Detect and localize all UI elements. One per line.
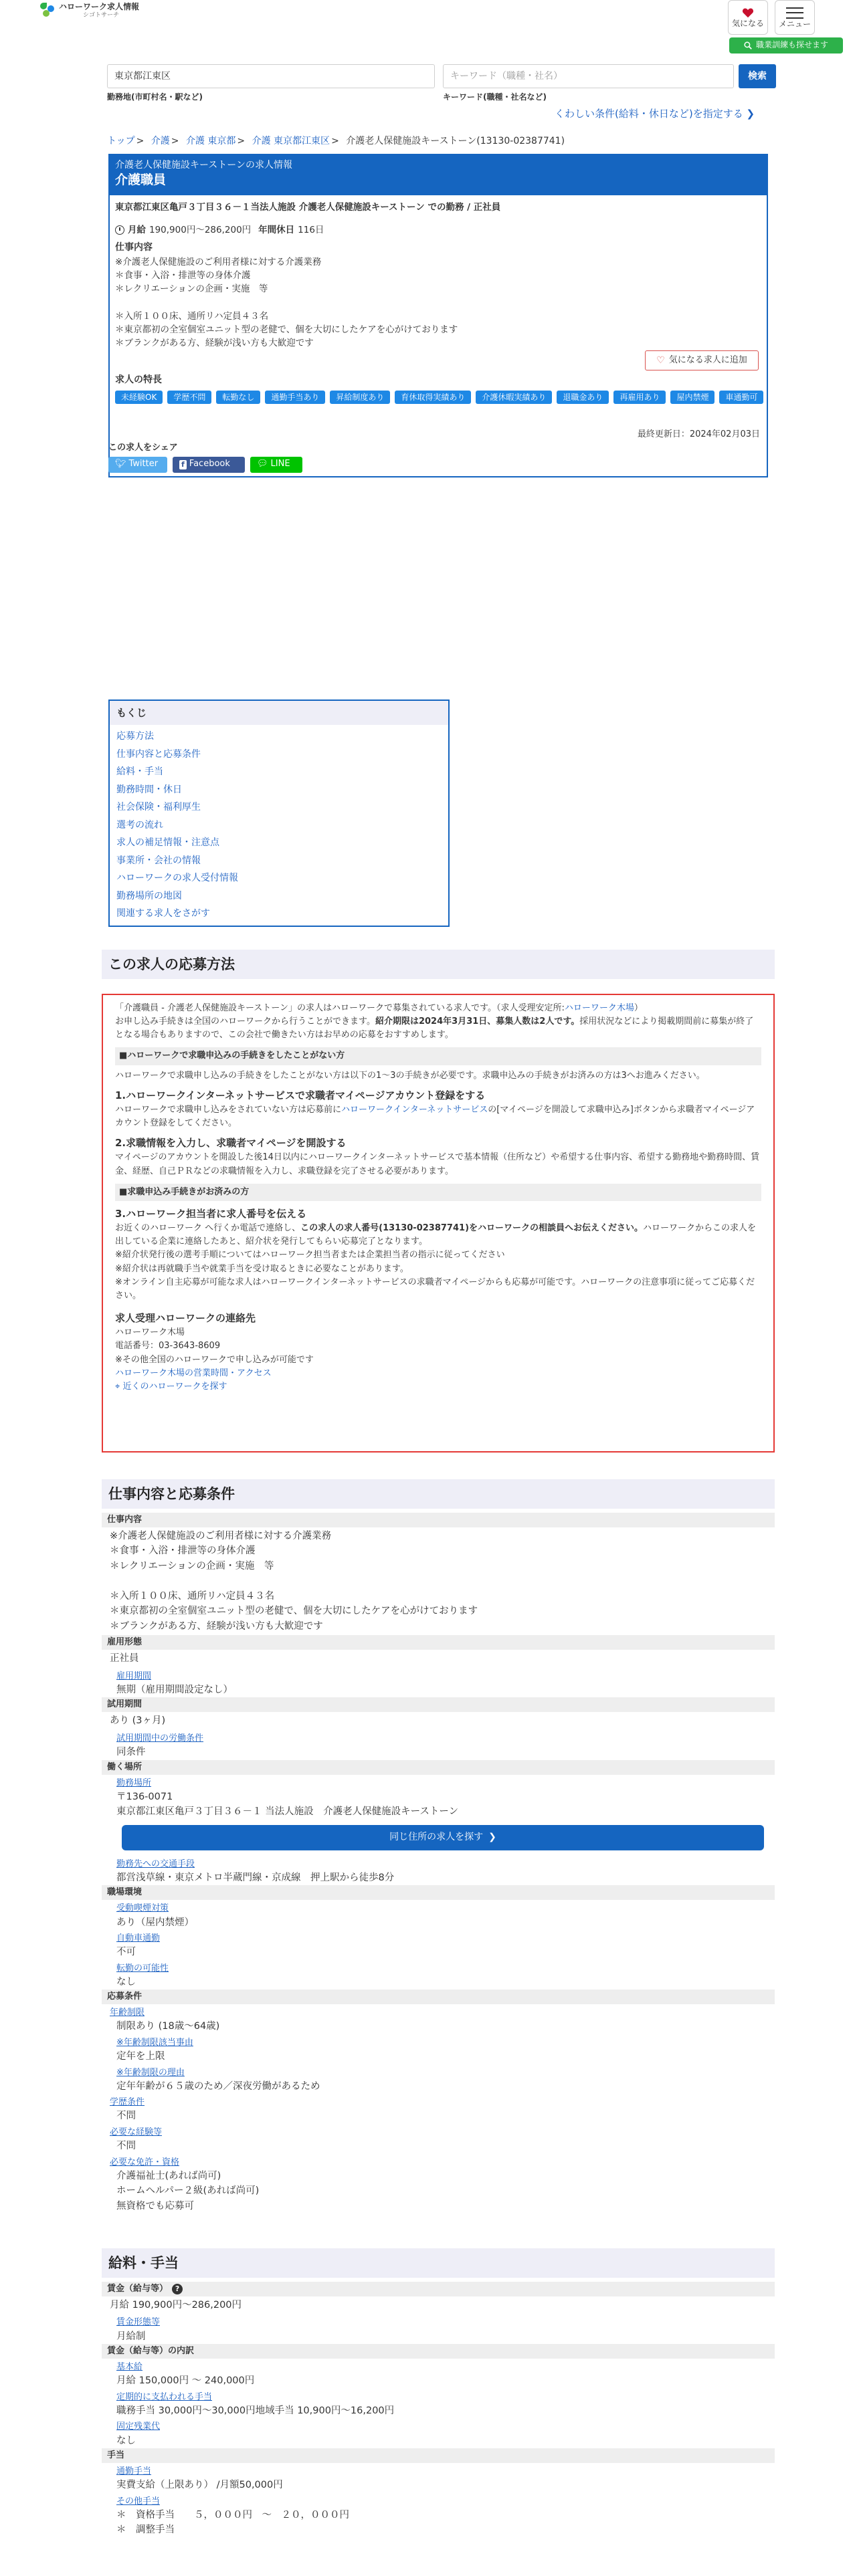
wage-bar: 賃金（給与等） ? [102, 2282, 775, 2296]
facebook-label: Facebook [189, 459, 230, 469]
experience-value: 不問 [116, 2141, 136, 2152]
twitter-share-button[interactable] [108, 457, 167, 473]
fixed-allowance-label: 定期的に支払われる手当 [116, 2391, 213, 2402]
fixed-overtime-label: 固定残業代 [116, 2422, 161, 2432]
smoke-value: あり（屋内禁煙） [116, 1917, 194, 1928]
facebook-icon: f [179, 460, 187, 469]
feature-tag[interactable]: 未経験OK [115, 391, 163, 405]
feature-tag[interactable]: 通勤手当あり [265, 391, 325, 405]
access-value: 都営浅草線・東京メトロ半蔵門線・京成線 押上駅から徒歩8分 [116, 1872, 395, 1883]
toc-item[interactable]: 事業所・会社の情報 [116, 855, 201, 866]
toc-item[interactable]: 求人の補足情報・注意点 [116, 837, 219, 848]
age-reason-label: ※年齢制限該当事由 [116, 2037, 193, 2048]
line-share-button[interactable] [250, 457, 302, 473]
job-content-label: 仕事内容 [115, 242, 153, 253]
holiday-value: 116日 [298, 224, 324, 235]
training-search-label: 職業訓練も探せます [755, 40, 828, 50]
feature-tag[interactable]: 再雇用あり [613, 391, 666, 405]
apply-sub-new: ■ハローワークで求職申込みの手続きをしたことがない方 [115, 1047, 761, 1065]
map-pin-icon: ⌖ [115, 1381, 120, 1392]
toc-item[interactable]: 関連する求人をさがす [116, 908, 210, 919]
education-label: 学歴条件 [110, 2097, 145, 2108]
step2-text: マイページのアカウントを開設した後14日以内にハローワークインターネットサービスで基本情報（住所など）や希望する仕事内容、希望する勤務地や勤務時間、賃金、経歴、自己ＰＲなどの求職情報を入力し、求職登録を完了させる必要があります。 [115, 1152, 760, 1176]
place-address: 東京都江東区亀戸３丁目３６－１ 当法人施設 介護老人保健施設キーストーン [116, 1806, 459, 1818]
feature-tag[interactable]: 昇給制度あり [330, 391, 390, 405]
wage-form-value: 月給制 [116, 2331, 146, 2342]
heart-outline-icon: ♡ [656, 354, 665, 366]
toc-item[interactable]: 給料・手当 [116, 766, 163, 777]
period-value: 無期（雇用期間設定なし） [116, 1684, 233, 1695]
apply-note-1: ※紹介状発行後の選考手順についてはハローワーク担当者または企業担当者の指示に従ってください [115, 1250, 505, 1261]
apply-sub-new-text: ハローワークで求職申し込みの手続きをしたことがない方は以下の1〜3の手続きが必要です。求職申込みの手続きがお済みの方は3へお進みください。 [115, 1070, 705, 1081]
site-header [0, 0, 859, 120]
employment-bar: 雇用形態 [102, 1635, 775, 1650]
twitter-icon: 🐦︎ [115, 459, 126, 469]
contact-tel: 電話番号：03-3643-8609 [115, 1341, 221, 1352]
conditions-heading: 仕事内容と応募条件 [102, 1479, 775, 1509]
breadcrumb-care-tokyo[interactable]: 介護 東京都 [185, 136, 236, 146]
contact-title: 求人受理ハローワークの連絡先 [115, 1312, 256, 1324]
twitter-label: Twitter [128, 459, 159, 469]
salary-line [115, 223, 761, 238]
access-label: 勤務先への交通手段 [116, 1858, 195, 1869]
place-bar: 働く場所 [102, 1760, 775, 1775]
experience-label: 必要な経験等 [110, 2127, 163, 2137]
feature-tag[interactable]: 学歴不問 [167, 391, 211, 405]
trial-value: あり (3ヶ月) [110, 1715, 166, 1727]
other-allowance-value: ＊ 資格手当 ５，０００円 〜 ２０，０００円 ＊ 調整手当 [116, 2509, 349, 2536]
breakdown-bar: 賃金（給与等）の内訳 [102, 2344, 775, 2359]
step1-text: ハローワークで求職申し込みをされていない方は応募前にハローワークインターネットサービスの[マイページを開設して求職申込み]ボタンから求職者マイページアカウント登録をしてください。 [115, 1104, 755, 1129]
toc-item[interactable]: 勤務場所の地図 [116, 890, 182, 901]
keyword-search-input[interactable]: キーワード（職種・社名） [443, 64, 734, 88]
apply-note-2: ※紹介状は再就職手当や就業手当を受け取るときに必要なことがあります。 [115, 1263, 409, 1274]
employment-value: 正社員 [110, 1653, 139, 1665]
heart-icon [742, 7, 754, 18]
other-allowance-label: その他手当 [116, 2496, 161, 2506]
logo-mark-icon [40, 3, 55, 17]
age-reason-value: 定年を上限 [116, 2051, 165, 2062]
commute-allowance-value: 実費支給（上限あり） /月額50,000円 [116, 2480, 283, 2491]
apply-method-box [102, 994, 775, 1453]
wage-value: 月給 190,900円〜286,200円 [110, 2300, 242, 2311]
logo-main-text: ハローワーク求人情報 [59, 2, 140, 11]
wage-form-label: 賃金形態等 [116, 2317, 161, 2328]
content-bar: 仕事内容 [102, 1513, 775, 1527]
logo-sub-text: シゴトサーチ [83, 11, 120, 19]
conditions-section [102, 1513, 775, 2214]
place-zip: 〒136-0071 [116, 1791, 173, 1802]
environment-bar: 職場環境 [102, 1885, 775, 1900]
feature-tags [115, 391, 764, 405]
license-label: 必要な免許・資格 [110, 2157, 180, 2167]
share-section [108, 441, 302, 473]
search-icon [744, 41, 752, 49]
fixed-overtime-value: なし [116, 2435, 136, 2446]
breadcrumb: トップ > 介護 > 介護 東京都 > 介護 東京都江東区 > 介護老人保健施設キーストーン(13130-02387741) [107, 136, 565, 146]
toc-title: もくじ [110, 701, 448, 725]
hamburger-icon [786, 7, 803, 19]
facebook-share-button[interactable] [173, 457, 245, 473]
contact-note: ※その他全国のハローワークで申し込みが可能です [115, 1354, 314, 1365]
base-pay-value: 月給 150,000円 〜 240,000円 [116, 2375, 255, 2387]
pay-heading: 給料・手当 [102, 2248, 775, 2278]
add-favorite-label: 気になる求人に追加 [668, 354, 747, 365]
pay-section [102, 2282, 775, 2538]
age-reason2-value: 定年年齢が６５歳のため／深夜労働があるため [116, 2080, 320, 2092]
trial-bar: 試用期間 [102, 1697, 775, 1712]
toc-item[interactable]: 選考の流れ [116, 819, 163, 831]
feature-tag[interactable]: 車通勤可 [719, 391, 763, 405]
feature-tag[interactable]: 転勤なし [216, 391, 260, 405]
age-reason2-label: ※年齢制限の理由 [116, 2067, 185, 2078]
area-search-input[interactable]: 東京都江東区 [107, 64, 435, 88]
clock-icon [115, 225, 124, 235]
logo[interactable] [40, 3, 139, 19]
step1-title: 1.ハローワークインターネットサービスで求職者マイページアカウント登録をする [115, 1089, 486, 1101]
smoke-label: 受動喫煙対策 [116, 1903, 169, 1914]
job-summary-card [108, 154, 768, 477]
add-favorite-button[interactable] [645, 350, 759, 370]
internet-service-link[interactable]: ハローワークインターネットサービス [341, 1104, 488, 1115]
feature-tag[interactable]: 退職金あり [557, 391, 609, 405]
content-text: ※介護老人保健施設のご利用者様に対する介護業務 ＊食事・入浴・排泄等の身体介護 ＊レクリエーションの企画・実施 等 ＊入所１００床、通所リハ定員４３名 ＊東京都初の全室個室ユニット型の老健で、個を大切にしたケアを心がけております ＊ブランクがある方、経験が浅い方も大歓迎です [110, 1531, 478, 1632]
breadcrumb-care-koto[interactable]: 介護 東京都江東区 [252, 136, 330, 146]
nearby-hellowork-link[interactable]: ⌖ 近くのハローワークを探す [115, 1381, 227, 1392]
transfer-label: 転勤の可能性 [116, 1963, 169, 1973]
features-label: 求人の特長 [115, 374, 162, 386]
holiday-label: 年間休日 [258, 224, 295, 235]
base-pay-label: 基本給 [116, 2362, 143, 2373]
search-button[interactable]: 検索 [739, 64, 776, 88]
line-icon: 💬︎ [257, 459, 268, 469]
apply-note-3: ※オンライン自主応募が可能な求人はハローワークインターネットサービスの求職者マイページからも応募が可能です。ハローワークの注意事項に従ってご応募ください。 [115, 1277, 755, 1301]
chevron-right-icon: ❯ [746, 108, 755, 120]
hellowork-kiba-link[interactable]: ハローワーク木場 [564, 1003, 634, 1013]
same-address-label: 同じ住所の求人を探す [389, 1832, 484, 1843]
license-value: 介護福祉士(あれば尚可) ホームヘルパー２級(あれば尚可) 無資格でも応募可 [116, 2170, 260, 2212]
trial-condition-value: 同条件 [116, 1747, 146, 1758]
car-commute-value: 不可 [116, 1947, 136, 1958]
last-updated: 最終更新日：2024年02月03日 [637, 429, 760, 439]
table-of-contents [108, 700, 450, 927]
salary-value: 190,900円〜286,200円 [149, 224, 252, 235]
requirements-bar: 応募条件 [102, 1990, 775, 2004]
contact-access-link[interactable]: ハローワーク木場の営業時間・アクセス [115, 1368, 272, 1378]
company-line: 東京都江東区亀戸３丁目３６－１当法人施設 介護老人保健施設キーストーン での勤務 / 正社員 [115, 202, 501, 213]
training-search-button[interactable] [729, 37, 843, 53]
step3-text: お近くのハローワーク へ行くか電話で連絡し、この求人の求人番号(13130-02387741)をハローワークの相談員へお伝えください。ハローワークからこの求人を出している企業に連絡したあと、紹介状を発行してもらい応募完了となります。 [115, 1223, 757, 1247]
trial-condition-label: 試用期間中の労働条件 [116, 1733, 204, 1743]
commute-allowance-label: 通勤手当 [116, 2466, 152, 2477]
fixed-allowance-value: 職務手当 30,000円〜30,000円地域手当 10,900円〜16,200円 [116, 2405, 395, 2416]
age-label: 年齢制限 [110, 2008, 145, 2018]
feature-tag[interactable]: 屋内禁煙 [670, 391, 714, 405]
apply-sub-done: ■求職申込み手続きがお済みの方 [115, 1184, 761, 1201]
breadcrumb-top[interactable]: トップ [107, 136, 135, 146]
help-icon[interactable]: ? [172, 2284, 183, 2294]
period-label: 雇用期間 [116, 1671, 152, 1681]
car-commute-label: 自動車通勤 [116, 1933, 161, 1943]
age-value: 制限あり (18歳〜64歳) [116, 2021, 220, 2032]
line-label: LINE [270, 459, 290, 469]
detail-condition-link[interactable] [555, 106, 755, 122]
share-label: この求人をシェア [108, 443, 178, 453]
toc-item[interactable]: 勤務時間・休日 [116, 784, 182, 795]
toc-item[interactable]: ハローワークの求人受付情報 [116, 873, 238, 883]
transfer-value: なし [116, 1976, 136, 1988]
job-content-text: ※介護老人保健施設のご利用者様に対する介護業務 ＊食事・入浴・排泄等の身体介護 ＊レクリエーションの企画・実施 等 ＊入所１００床、通所リハ定員４３名 ＊東京都初の全室個室ユニット型の老健で、個を大切にしたケアを心がけております ＊ブランクがある方、経験が浅い方も大歓迎です [115, 256, 458, 349]
keyword-hint: キーワード(職種・社名など) [443, 92, 547, 102]
detail-condition-label: くわしい条件(給料・休日など)を指定する [555, 108, 743, 120]
salary-label: 月給 [128, 224, 146, 235]
job-subtitle: 介護老人保健施設キーストーンの求人情報 [115, 160, 293, 171]
menu-button[interactable] [775, 0, 815, 35]
same-address-search-button[interactable] [122, 1825, 764, 1850]
step2-title: 2.求職情報を入力し、求職者マイページを開設する [115, 1137, 347, 1150]
place-label: 勤務場所 [116, 1778, 152, 1788]
chevron-right-icon: ❯ [488, 1832, 496, 1843]
toc-item[interactable]: 応募方法 [116, 731, 154, 742]
toc-item[interactable]: 仕事内容と応募条件 [116, 748, 201, 760]
apply-intro-2: お申し込み手続きは全国のハローワークから行うことができます。紹介期限は2024年3月31日、募集人数は2人です。採用状況などにより掲載期間前に募集が終了となる場合もありますので、この会社で働きたい方はお早めの応募をおすすめします。 [115, 1016, 754, 1041]
apply-intro-1: 「介護職員 - 介護老人保健施設キーストーン」の求人はハローワークで募集されている求人です。（求人受理安定所:ハローワーク木場） [115, 1003, 643, 1013]
job-card-header [110, 155, 767, 195]
job-title: 介護職員 [115, 173, 167, 188]
apply-heading: この求人の応募方法 [102, 950, 775, 979]
breadcrumb-current: 介護老人保健施設キーストーン(13130-02387741) [346, 136, 565, 146]
breadcrumb-care[interactable]: 介護 [151, 136, 170, 146]
favorites-label: 気になる [731, 19, 764, 28]
feature-tag[interactable]: 育休取得実績あり [395, 391, 471, 405]
step3-title: 3.ハローワーク担当者に求人番号を伝える [115, 1207, 307, 1220]
allowance-bar: 手当 [102, 2448, 775, 2463]
favorites-button[interactable] [728, 0, 768, 35]
feature-tag[interactable]: 介護休暇実績あり [476, 391, 552, 405]
education-value: 不問 [116, 2111, 136, 2122]
toc-item[interactable]: 社会保険・福利厚生 [116, 802, 201, 813]
menu-label: メニュー [778, 19, 811, 29]
contact-name: ハローワーク木場 [115, 1327, 185, 1338]
area-hint: 勤務地(市町村名・駅など) [107, 92, 203, 102]
